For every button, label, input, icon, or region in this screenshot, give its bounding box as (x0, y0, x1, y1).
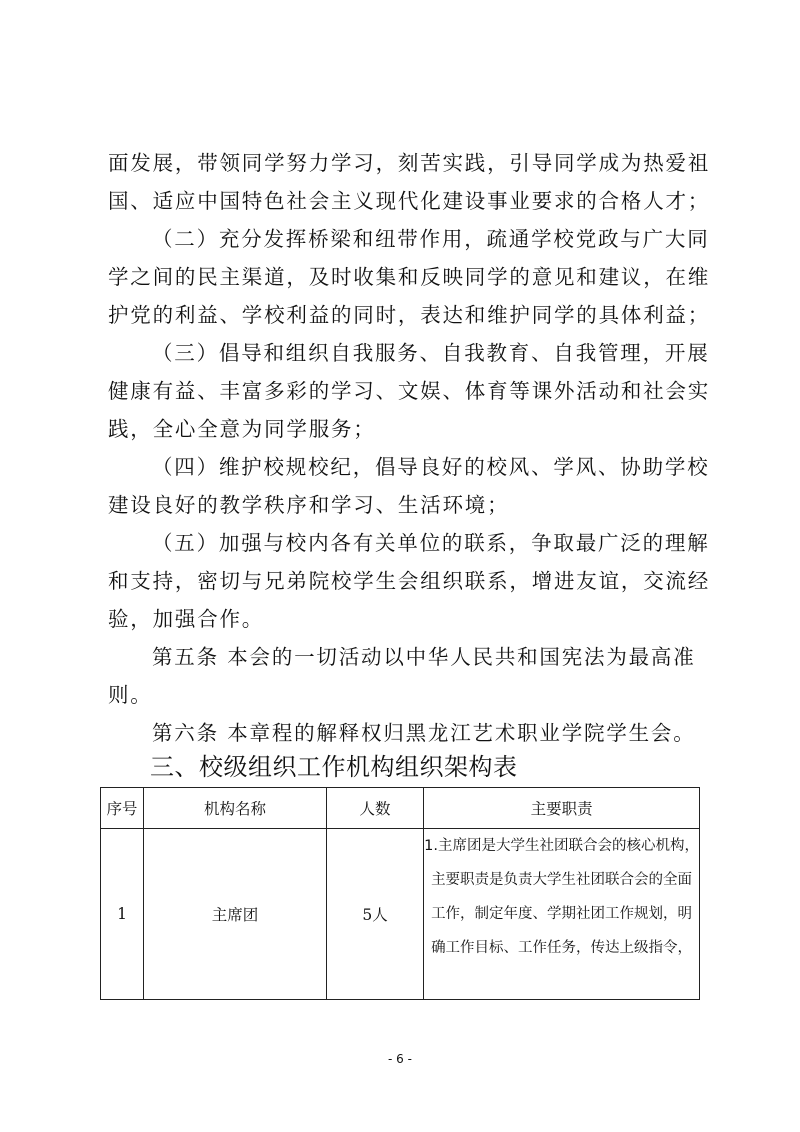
cell-duties (424, 829, 700, 1000)
header-seq: 序号 (101, 788, 144, 829)
text-line: 和支持，密切与兄弟院校学生会组织联系，增进友谊，交流经 (108, 569, 711, 593)
section-heading: 三、校级组织工作机构组织架构表 (150, 753, 518, 781)
body-text (108, 144, 711, 752)
header-count: 人数 (326, 788, 423, 829)
text-line: （三）倡导和组织自我服务、自我教育、自我管理，开展 (152, 341, 710, 365)
text-line: 第五条 本会的一切活动以中华人民共和国宪法为最高准 (152, 645, 696, 669)
header-org-name: 机构名称 (144, 788, 327, 829)
text-line: 国、适应中国特色社会主义现代化建设事业要求的合格人才； (108, 189, 711, 213)
text-line: 建设良好的教学秩序和学习、生活环境； (108, 493, 510, 517)
text-line: 践，全心全意为同学服务； (108, 417, 376, 441)
text-line: （五）加强与校内各有关单位的联系，争取最广泛的理解 (152, 531, 710, 555)
cell-count: 5人 (326, 829, 423, 1000)
text-line: 验，加强合作。 (108, 607, 265, 631)
org-structure-table (100, 787, 700, 1000)
text-line: （二）充分发挥桥梁和纽带作用，疏通学校党政与广大同 (152, 227, 710, 251)
table-row (101, 829, 700, 1000)
duty-line: 1.主席团是大学生社团联合会的核心机构， (424, 838, 699, 854)
duty-line: 主要职责是负责大学生社团联合会的全面 (431, 872, 693, 888)
table-header-row (101, 788, 700, 829)
text-line: （四）维护校规校纪，倡导良好的校风、学风、协助学校 (152, 455, 710, 479)
text-line: 第六条 本章程的解释权归黑龙江艺术职业学院学生会。 (152, 721, 696, 745)
text-line: 护党的利益、学校利益的同时，表达和维护同学的具体利益； (108, 303, 711, 327)
duty-line: 工作，制定年度、学期社团工作规划，明 (431, 906, 693, 922)
duty-line: 确工作目标、工作任务，传达上级指令， (431, 940, 693, 956)
cell-org-name: 主席团 (144, 829, 327, 1000)
header-duties: 主要职责 (424, 788, 700, 829)
text-line: 学之间的民主渠道，及时收集和反映同学的意见和建议，在维 (108, 265, 711, 289)
text-line: 则。 (108, 683, 153, 707)
cell-seq: 1 (101, 829, 144, 1000)
page-number: - 6 - (388, 1052, 412, 1066)
text-line: 健康有益、丰富多彩的学习、文娱、体育等课外活动和社会实 (108, 379, 711, 403)
text-line: 面发展，带领同学努力学习，刻苦实践，引导同学成为热爱祖 (108, 151, 711, 175)
